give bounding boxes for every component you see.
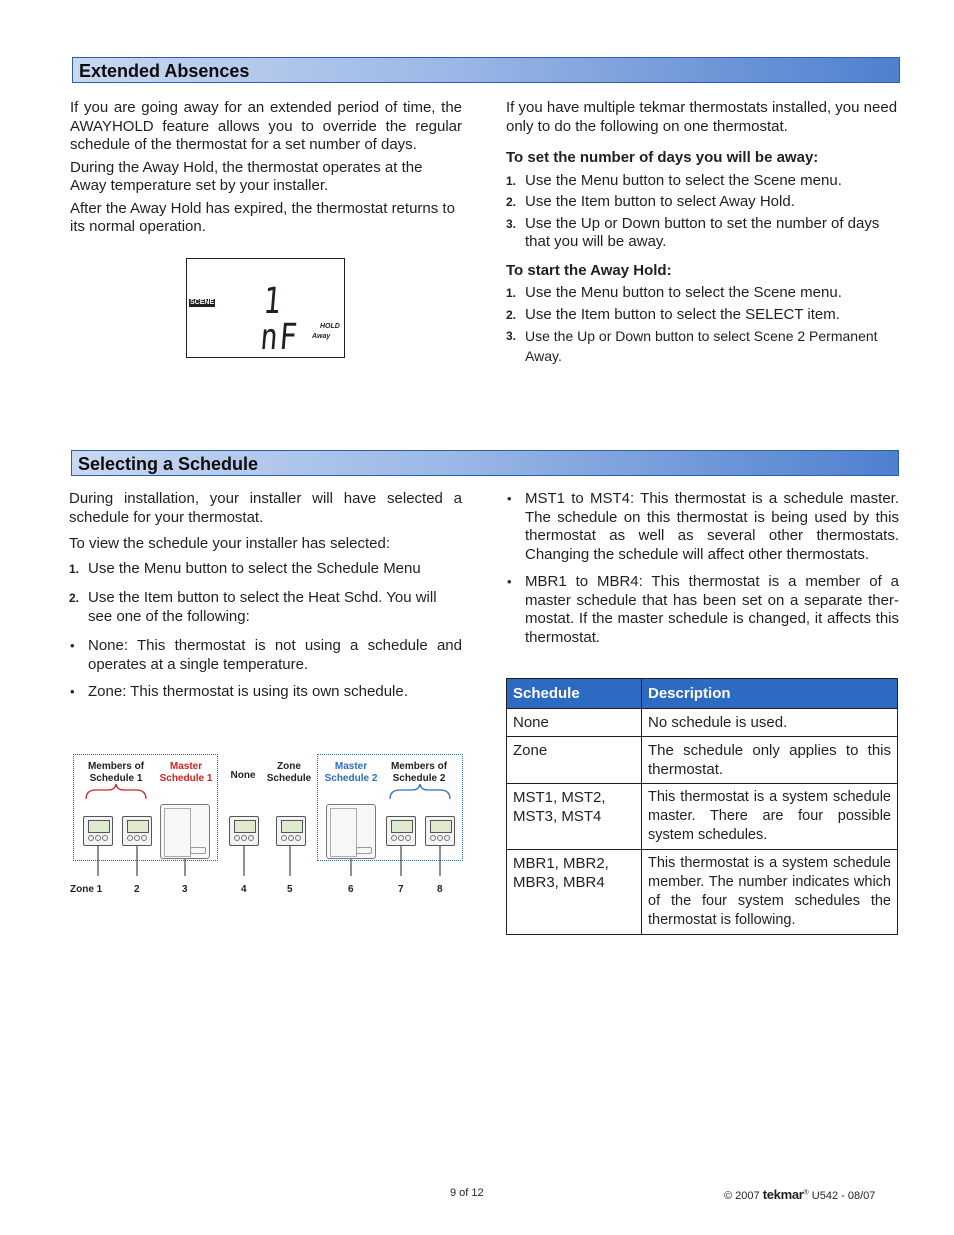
table-row (507, 850, 898, 935)
step-number: 1. (506, 286, 517, 300)
table-header-row (507, 679, 898, 709)
schedule-right-column (506, 490, 899, 656)
thermostat-icon (229, 816, 259, 846)
table-cell: None (507, 709, 642, 737)
label-master-schedule-2: Master Schedule 2 (324, 761, 378, 784)
list-item (506, 284, 901, 303)
list-item (69, 560, 462, 579)
label-master-schedule-1: Master Schedule 1 (159, 761, 213, 784)
paragraph: If you have multiple tekmar thermostats installed, you need only to do the following on one thermostat. (506, 99, 898, 135)
master-thermostat-icon (160, 804, 210, 859)
brand-logo: tekmar (762, 1187, 804, 1202)
zone-label: 8 (437, 884, 443, 895)
extended-right-column (506, 99, 901, 369)
step-text: Use the Menu button to select the Schedule Menu (88, 559, 421, 577)
step-number: 2. (69, 591, 80, 605)
list-item: • MST1 to MST4: This thermostat is a schedule master. The schedule on this thermostat is being used by this thermostat as well as several other thermostats. Changing the schedule will affect other thermostats. (506, 490, 899, 564)
lcd-away-label: Away (312, 333, 331, 340)
step-text: Use the Menu button to select the Scene menu. (525, 171, 842, 189)
lcd-scene-label: SCENE (190, 299, 215, 306)
schedule-left-bullets (69, 637, 462, 702)
paragraph: To view the schedule your installer has selected: (69, 535, 391, 552)
list-item: • MBR1 to MBR4: This thermostat is a member of a master schedule that has been set on a separate ther-mostat. If the master schedule is changed, it affects this thermostat. (506, 573, 899, 647)
step-number: 1. (69, 561, 80, 576)
copyright-text: © 2007 (724, 1190, 760, 1202)
table-row (507, 784, 898, 850)
zone-label: 3 (182, 884, 188, 895)
days-steps-list (506, 172, 901, 252)
table-cell: This thermostat is a system schedule master. There are four possible system schedules. (642, 784, 898, 850)
list-item (506, 215, 901, 252)
footer-copyright (724, 1187, 875, 1202)
section-title: Selecting a Schedule (78, 454, 259, 474)
zone-label: 6 (348, 884, 354, 895)
list-item (506, 193, 901, 212)
step-number: 3. (506, 329, 517, 343)
step-text: Use the Up or Down button to set the number of days that you will be away. (525, 214, 880, 250)
thermostat-icon (83, 816, 113, 846)
step-text: Use the Up or Down button to select Scene 2 Permanent Away. (525, 328, 878, 364)
thermostat-icon (276, 816, 306, 846)
zone-label: 2 (134, 884, 140, 895)
column-header: Schedule (507, 679, 642, 709)
start-heading: To start the Away Hold: (506, 261, 672, 279)
step-number: 2. (506, 307, 517, 322)
thermostat-icon (425, 816, 455, 846)
table-row (507, 709, 898, 737)
list-item (69, 589, 462, 626)
paragraph: If you are going away for an extended period of time, the AWAYHOLD feature allows you to override the regular schedule of the thermostat for a set number of days. (70, 99, 462, 153)
step-text: Use the Item button to select the Heat Schd. You will see one of the following: (88, 589, 437, 625)
label-none: None (230, 770, 256, 781)
table-cell: The schedule only applies to this thermostat. (642, 737, 898, 784)
table-cell: No schedule is used. (642, 709, 898, 737)
label-members-schedule-1: Members of Schedule 1 (87, 761, 145, 784)
step-text: Use the Item button to select the SELECT item. (525, 305, 840, 323)
thermostat-icon (122, 816, 152, 846)
column-header: Description (642, 679, 898, 709)
table-cell: Zone (507, 737, 642, 784)
paragraph: During the Away Hold, the thermostat operates at the Away temperature set by your installer. (70, 158, 423, 194)
label-members-schedule-2: Members of Schedule 2 (390, 761, 448, 784)
days-heading: To set the number of days you will be away: (506, 149, 819, 166)
label-zone-schedule: Zone Schedule (266, 761, 312, 784)
list-item (506, 327, 901, 366)
thermostat-icon (386, 816, 416, 846)
list-item (506, 306, 901, 325)
section-header-selecting-schedule (71, 450, 899, 476)
zone-label: Zone 1 (70, 884, 103, 895)
list-item: • Zone: This thermostat is using its own schedule. (69, 683, 462, 702)
list-item: • None: This thermostat is not using a schedule and operates at a single temperature. (69, 637, 462, 674)
schedule-table (506, 678, 898, 935)
table-cell: MST1, MST2, MST3, MST4 (507, 784, 642, 850)
step-number: 2. (506, 195, 517, 209)
registered-mark: ® (803, 1189, 809, 1197)
step-number: 1. (506, 173, 517, 188)
list-item (506, 172, 901, 191)
lcd-display-image (186, 258, 345, 358)
step-number: 3. (506, 216, 517, 231)
section-title: Extended Absences (79, 61, 250, 81)
paragraph: After the Away Hold has expired, the thermostat returns to its normal operation. (70, 199, 455, 235)
zone-label: 5 (287, 884, 293, 895)
start-steps-list (506, 284, 901, 366)
lcd-segment-readout: 1 nF (258, 281, 301, 358)
schedule-right-bullets (506, 490, 899, 647)
table-cell: This thermostat is a system schedule member. The number indicates which of the four system schedules the thermostat is following. (642, 850, 898, 935)
step-text: Use the Item button to select Away Hold. (525, 193, 795, 210)
zone-label: 4 (241, 884, 247, 895)
section-header-extended-absences (72, 57, 900, 83)
page-number: 9 of 12 (450, 1187, 484, 1199)
lcd-hold-label: HOLD (320, 323, 340, 330)
master-thermostat-icon (326, 804, 376, 859)
document-code: U542 - 08/07 (811, 1190, 876, 1202)
table-row (507, 737, 898, 784)
zone-label: 7 (398, 884, 404, 895)
paragraph: During installation, your installer will have selected a schedule for your thermostat. (69, 490, 462, 526)
schedule-left-column (69, 490, 462, 711)
step-text: Use the Menu button to select the Scene menu. (525, 284, 842, 301)
table-cell: MBR1, MBR2, MBR3, MBR4 (507, 850, 642, 935)
extended-left-column (70, 99, 462, 241)
schedule-steps-list (69, 560, 462, 627)
